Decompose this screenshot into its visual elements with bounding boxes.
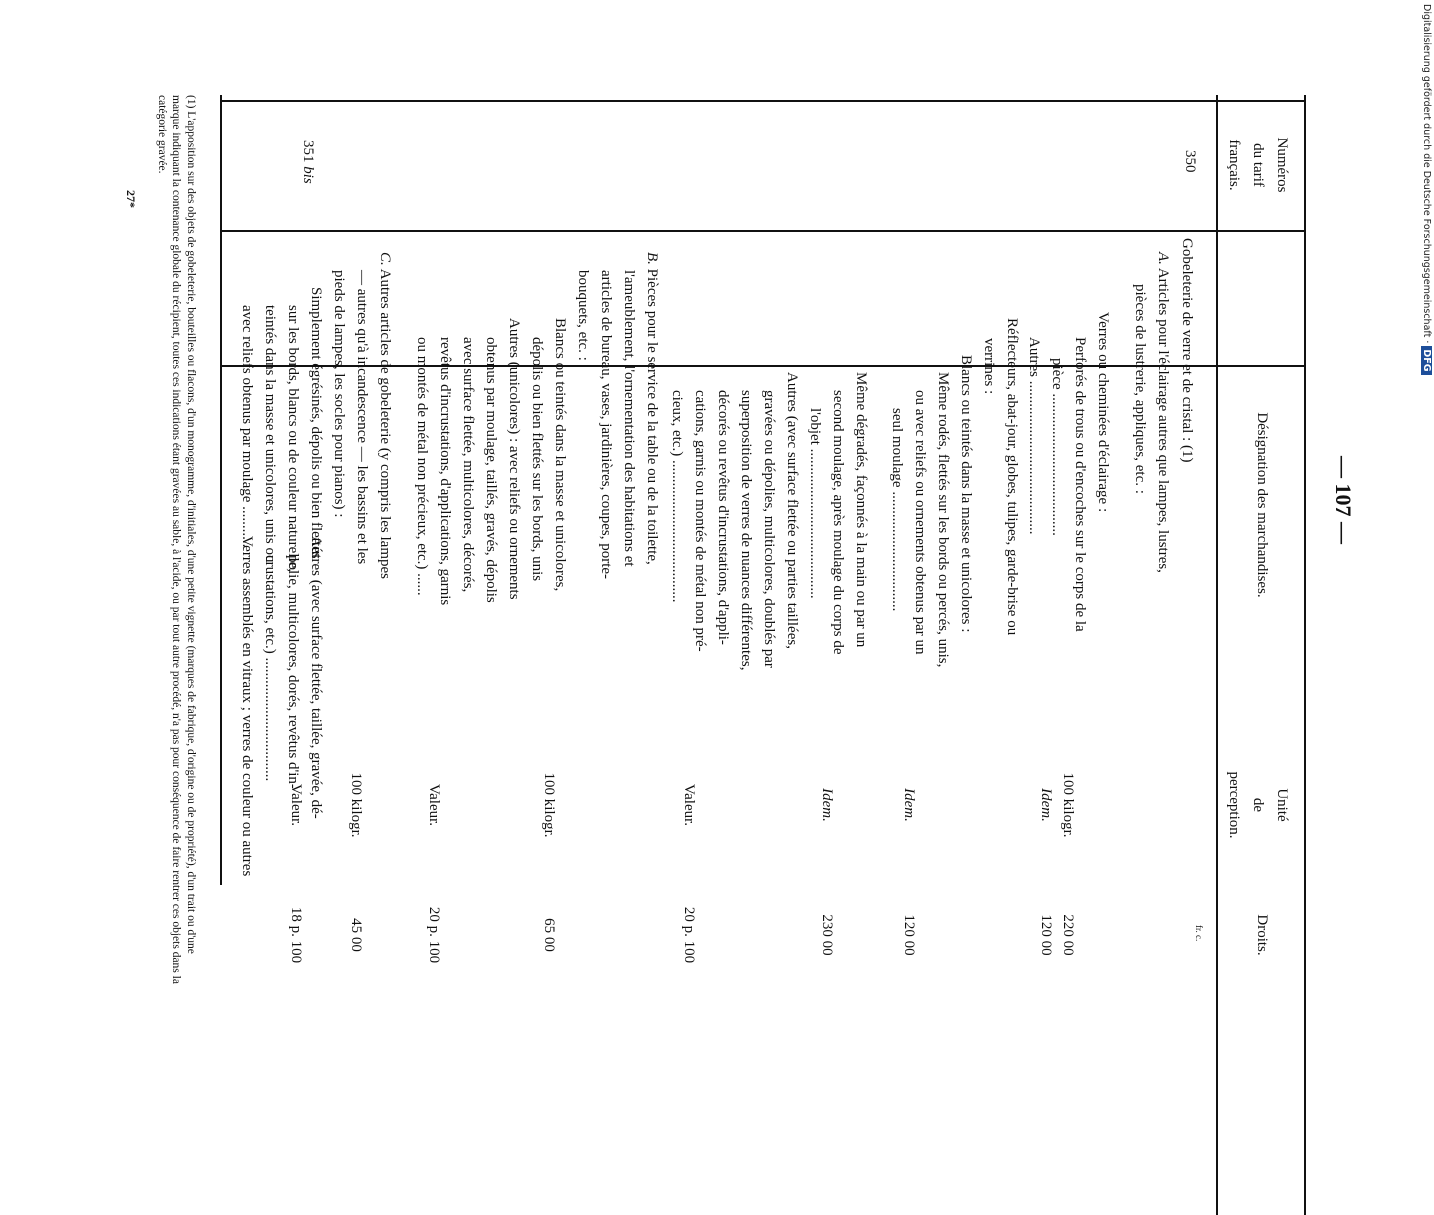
page-number: — 107 —: [1331, 456, 1356, 544]
designation-line: verrines :: [981, 338, 997, 395]
section-letter: B.: [644, 252, 660, 265]
header-numeros-line: français.: [1226, 139, 1242, 191]
header-unite-line: Unité: [1274, 788, 1290, 822]
designation-line: revêtus d'incrustations, d'applications, garnis: [437, 337, 453, 606]
designation-line: polie, multicolores, dorés, revêtus d'in-: [285, 555, 301, 789]
designation-line: avec surface flettée, multicolores, décorés,: [460, 337, 476, 593]
section-letter: A.: [1155, 252, 1171, 265]
tariff-number: [299, 140, 316, 184]
designation-line: Blancs ou teintés dans la masse et unicolores,: [552, 318, 568, 592]
unit-cell: Idem.: [901, 788, 917, 822]
header-unite-line: perception.: [1226, 771, 1242, 839]
header-numeros-line: du tarif: [1250, 143, 1266, 187]
designation-line: dépolis ou bien flettés sur les bords, unis: [529, 337, 545, 582]
designation-line: pieds de lampes, les socles pour pianos) :: [331, 270, 347, 518]
designation-line: Réflecteurs, abat-jour, globes, tulipes, garde-brise ou: [1004, 318, 1020, 636]
table-bottom-rule: [221, 95, 223, 885]
designation-line: pièce ......................................: [1049, 358, 1065, 536]
designation-line: [1151, 252, 1175, 573]
designation-line: Verres ou cheminées d'éclairage :: [1095, 312, 1111, 513]
designation-line: Perforés de trous ou d'encoches sur le corps de la: [1072, 337, 1088, 632]
duty-cell: 65 00: [541, 918, 557, 952]
header-unite: [1222, 745, 1294, 865]
designation-line: obtenus par moulage, taillés, gravés, dépolis: [483, 337, 499, 603]
header-unite-line: de: [1250, 797, 1266, 813]
unit-cell: Valeur.: [288, 783, 304, 827]
designation-line: Autres (avec surface flettée ou parties taillées,: [784, 372, 800, 649]
designation-line: Simplement égrésinés, dépolis ou bien flettés: [308, 287, 324, 559]
signature-mark: 27*: [124, 190, 138, 208]
designation-line: l'ameublement, l'ornementation des habitations et: [621, 270, 637, 567]
unit-cell: Idem.: [1038, 788, 1054, 822]
unit-cell: 100 kilogr.: [1060, 772, 1076, 838]
unit-cell: Idem.: [819, 788, 835, 822]
designation-line: l'objet ........................................: [807, 408, 823, 599]
designation-line: cieux, etc.) ......................................: [669, 390, 685, 603]
designation-line: [373, 252, 397, 579]
designation-line: gravées ou dépolies, multicolores, doublés par: [761, 390, 777, 668]
designation-line: cations, garnis ou montés de métal non pré-: [692, 390, 708, 652]
unit-cell: Valeur.: [426, 783, 442, 827]
header-designation: [1250, 230, 1274, 780]
designation-line: crustations, etc.) .................................: [262, 555, 278, 782]
designation-line: Blancs ou teintés dans la masse et unicolores :: [958, 355, 974, 633]
designation-line: avec reliefs obtenus par moulage ...........: [239, 305, 255, 548]
duty-cell: 20 p. 100: [426, 906, 442, 964]
header-numeros-line: Numéros: [1274, 137, 1290, 193]
designation-text: Pièces pour le service de la table ou de la toilette,: [644, 264, 660, 565]
designation-line: second moulage, après moulage du corps de: [830, 390, 846, 655]
currency-label: fr. c.: [1194, 925, 1204, 942]
header-numeros: [1222, 100, 1294, 230]
tariff-number: 350: [1182, 150, 1198, 173]
dfg-logo: DFG: [1421, 346, 1432, 374]
duty-cell: 45 00: [348, 918, 364, 952]
header-rule-right: [1217, 365, 1219, 1215]
designation-line: — autres qu'à incandescence — les bassins et les: [354, 270, 370, 565]
designation-line: bouquets, etc. :: [575, 270, 591, 361]
duty-cell: 220 00: [1060, 914, 1076, 956]
duty-cell: 230 00: [819, 914, 835, 956]
unit-cell: 100 kilogr.: [541, 772, 557, 838]
unit-cell: 100 kilogr.: [348, 772, 364, 838]
designation-line: Verres assemblés en vitraux ; verres de couleur ou autres: [239, 536, 255, 877]
tariff-number-main: 351: [300, 140, 316, 163]
designation-line: Même dégradés, façonnés à la main ou par un: [853, 372, 869, 648]
tariff-number-suffix: bis: [300, 166, 316, 184]
designation-text: Articles pour l'éclairage autres que lampes, lustres,: [1155, 264, 1171, 573]
header-droits: [1250, 880, 1274, 990]
header-designation-text: Désignation des marchandises.: [1254, 412, 1270, 598]
designation-line: décorés ou revêtus d'incrustations, d'appli-: [715, 390, 731, 645]
designation-line: Gobeleterie de verre et de cristal : (1): [1179, 238, 1195, 463]
digitization-credit-text: [1421, 4, 1432, 996]
designation-line: teintés dans la masse et unicolores, unis ou: [262, 305, 278, 563]
designation-text: Autres articles de gobeleterie (y compris les lampes: [377, 265, 393, 579]
footnote: (1) L'apposition sur des objets de gobeleterie, bouteilles ou flacons, d'un monogramme, d'initiales, d'une petite vignette (marques de fabrique, d'origine ou de propriété), d'un trait ou d'une marque indiquant la contenance globale du récipient, toutes ces indications étant gravées au sable, à l'acide, ou par tout autre procédé, n'a pas pour conséquence de faire rentrer ces objets dans la catégorie gravée.: [156, 95, 197, 984]
designation-line: Autres (unicolores) : avec reliefs ou ornements: [506, 318, 522, 600]
duty-cell: 120 00: [1038, 914, 1054, 956]
designation-line: articles de bureau, vases, jardinières, coupes, porte-: [598, 270, 614, 580]
designation-line: pièces de lustrerie, appliques, etc. :: [1132, 284, 1148, 494]
designation-line: sur les bords, blancs ou de couleur naturelle,: [285, 305, 301, 573]
designation-line: superposition de verres de nuances différentes,: [738, 390, 754, 671]
designation-line: ou montés de métal non précieux, etc.) ......: [414, 337, 430, 596]
unit-cell: Valeur.: [681, 783, 697, 827]
designation-line: [640, 252, 664, 565]
designation-line: ou avec reliefs ou ornements obtenus par un: [912, 390, 928, 655]
table-top-rule: [1304, 95, 1306, 1215]
designation-line: Autres .........................................: [1026, 337, 1042, 535]
column-rule-1: [221, 100, 1306, 102]
designation-line: seul moulage ................................: [889, 408, 905, 612]
column-rule-2: [221, 230, 1306, 232]
designation-line: Même rodés, flettés sur les bords ou percés, unis,: [935, 372, 951, 668]
duty-cell: 18 p. 100: [288, 906, 304, 964]
section-letter: C.: [377, 252, 393, 266]
duty-cell: 20 p. 100: [681, 906, 697, 964]
designation-line: Autres (avec surface flettée, taillée, gravée, dé-: [308, 536, 324, 819]
credit-text: Digitalisierung gefördert durch die Deutsche Forschungsgemeinschaft ·: [1421, 4, 1432, 344]
header-droits-text: Droits.: [1254, 914, 1270, 956]
digitization-credit: [1414, 4, 1434, 996]
duty-cell: 120 00: [901, 914, 917, 956]
